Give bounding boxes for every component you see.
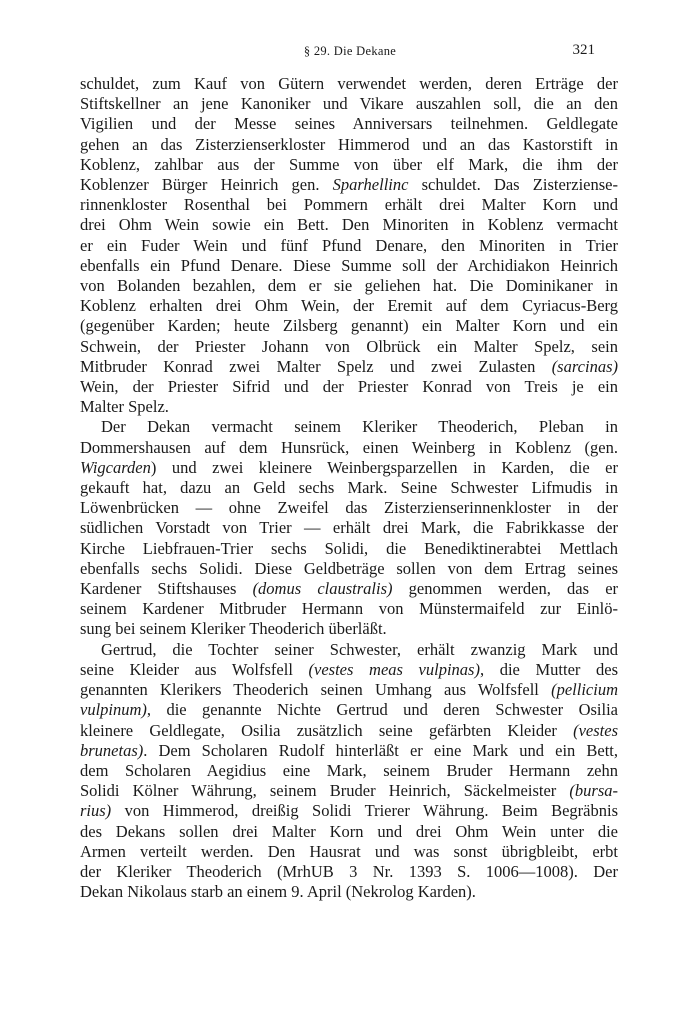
- paragraph-2: [80, 417, 618, 639]
- body-text: [80, 74, 618, 902]
- text-line: rius) von Himmerod, dreißig Solidi Trierer Währung. Beim Begräbnis: [80, 801, 618, 821]
- text-line: Koblenzer Bürger Heinrich gen. Sparhellinc schuldet. Das Zisterziense-: [80, 175, 618, 195]
- text-line: ebenfalls sechs Solidi. Diese Geldbeträge sollen von dem Ertrag seines: [80, 558, 618, 578]
- text-line: Löwenbrücken — ohne Zweifel das Zisterzienserinnenkloster in der: [80, 498, 618, 518]
- text-line: seine Kleider aus Wolfsfell (vestes meas vulpinas), die Mutter des: [80, 659, 618, 679]
- paragraph-3: [80, 640, 618, 903]
- text-line: südlichen Vorstadt von Trier — erhält drei Mark, die Fabrikkasse der: [80, 518, 618, 538]
- text-line: des Dekans sollen drei Malter Korn und drei Ohm Wein unter die: [80, 821, 618, 841]
- text-line: dem Scholaren Aegidius eine Mark, seinem Bruder Hermann zehn: [80, 760, 618, 780]
- text-line: er ein Fuder Wein und fünf Pfund Denare, den Minoriten in Trier: [80, 235, 618, 255]
- text-line: Wein, der Priester Sifrid und der Priester Konrad von Treis je ein: [80, 377, 618, 397]
- text-line: gekauft hat, dazu an Geld sechs Mark. Seine Schwester Lifmudis in: [80, 478, 618, 498]
- text-line: Der Dekan vermacht seinem Kleriker Theoderich, Pleban in: [101, 417, 618, 437]
- text-line: Koblenz, zahlbar aus der Summe von über elf Mark, die ihm der: [80, 154, 618, 174]
- text-line: ebenfalls ein Pfund Denare. Diese Summe soll der Archidiakon Heinrich: [80, 255, 618, 275]
- text-line: Dekan Nikolaus starb an einem 9. April (Nekrolog Karden).: [80, 882, 476, 902]
- text-line: Gertrud, die Tochter seiner Schwester, erhält zwanzig Mark und: [101, 639, 618, 659]
- text-line: rinnenkloster Rosenthal bei Pommern erhält drei Malter Korn und: [80, 195, 618, 215]
- text-line: Wigcarden) und zwei kleinere Weinbergsparzellen in Karden, die er: [80, 457, 618, 477]
- text-line: von Bolanden bezahlen, dem er sie geliehen hat. Die Dominikaner in: [80, 276, 618, 296]
- page-number: 321: [572, 42, 595, 58]
- text-line: Vigilien und der Messe seines Anniversars teilnehmen. Geldlegate: [80, 114, 618, 134]
- text-line: Koblenz erhalten drei Ohm Wein, der Eremit auf dem Cyriacus-Berg: [80, 296, 618, 316]
- text-line: Malter Spelz.: [80, 397, 169, 417]
- paragraph-1: [80, 74, 618, 417]
- text-line: (gegenüber Karden; heute Zilsberg genannt) ein Malter Korn und ein: [80, 316, 618, 336]
- text-line: Armen verteilt werden. Den Hausrat und was sonst übrigbleibt, erbt: [80, 841, 618, 861]
- text-line: Mitbruder Konrad zwei Malter Spelz und zwei Zulasten (sarcinas): [80, 356, 618, 376]
- text-line: genannten Klerikers Theoderich seinen Umhang aus Wolfsfell (pellicium: [80, 680, 618, 700]
- running-head: [0, 42, 700, 62]
- text-line: der Kleriker Theoderich (MrhUB 3 Nr. 1393 S. 1006—1008). Der: [80, 861, 618, 881]
- text-line: kleinere Geldlegate, Osilia zusätzlich seine gefärbten Kleider (vestes: [80, 720, 618, 740]
- text-line: sung bei seinem Kleriker Theoderich überläßt.: [80, 619, 387, 639]
- running-title: § 29. Die Dekane: [303, 44, 397, 58]
- text-line: gehen an das Zisterzienserkloster Himmerod und an das Kastorstift in: [80, 134, 618, 154]
- text-line: seinem Kardener Mitbruder Hermann von Münstermaifeld zur Einlö-: [80, 599, 618, 619]
- text-line: Schwein, der Priester Johann von Olbrück ein Malter Spelz, sein: [80, 336, 618, 356]
- text-line: Dommershausen auf dem Hunsrück, einen Weinberg in Koblenz (gen.: [80, 437, 618, 457]
- text-line: Solidi Kölner Währung, seinem Bruder Heinrich, Säckelmeister (bursa-: [80, 781, 618, 801]
- text-line: brunetas). Dem Scholaren Rudolf hinterläßt er eine Mark und ein Bett,: [80, 740, 618, 760]
- text-line: Kirche Liebfrauen-Trier sechs Solidi, die Benediktinerabtei Mettlach: [80, 538, 618, 558]
- text-line: vulpinum), die genannte Nichte Gertrud und deren Schwester Osilia: [80, 700, 618, 720]
- text-line: Kardener Stiftshauses (domus claustralis) genommen werden, das er: [80, 579, 619, 599]
- text-line: Stiftskellner an jene Kanoniker und Vikare auszahlen soll, die an den: [80, 94, 618, 114]
- text-line: drei Ohm Wein sowie ein Bett. Den Minoriten in Koblenz vermacht: [80, 215, 618, 235]
- text-line: schuldet, zum Kauf von Gütern verwendet werden, deren Erträge der: [80, 74, 618, 93]
